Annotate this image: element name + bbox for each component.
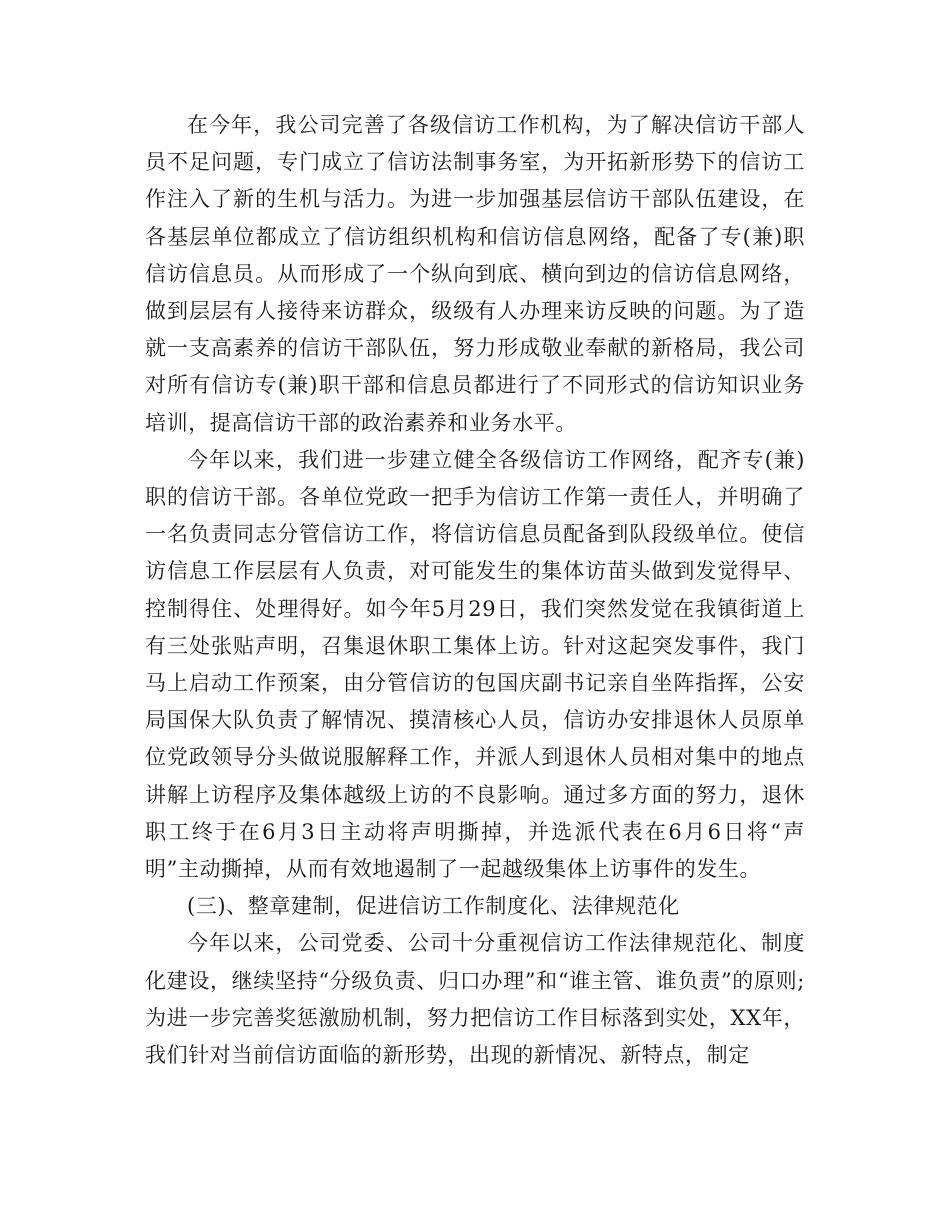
- paragraph-2: 今年以来，我们进一步建立健全各级信访工作网络，配齐专(兼)职的信访干部。各单位党政一把手为信访工作第一责任人，并明确了一名负责同志分管信访工作，将信访信息员配备到队段级单位。使信访信息工作层层有人负责，对可能发生的集体访苗头做到发觉得早、控制得住、处理得好。如今年5月29日，我们突然发觉在我镇街道上有三处张贴声明，召集退休职工集体上访。针对这起突发事件，我门马上启动工作预案，由分管信访的包国庆副书记亲自坐阵指挥，公安局国保大队负责了解情况、摸清核心人员，信访办安排退休人员原单位党政领导分头做说服解释工作，并派人到退休人员相对集中的地点讲解上访程序及集体越级上访的不良影响。通过多方面的努力，退休职工终于在6月3日主动将声明撕掉，并选派代表在6月6日将“声明”主动撕掉，从而有效地遏制了一起越级集体上访事件的发生。: [145, 447, 805, 882]
- paragraph-1: 在今年，我公司完善了各级信访工作机构，为了解决信访干部人员不足问题，专门成立了信访法制事务室，为开拓新形势下的信访工作注入了新的生机与活力。为进一步加强基层信访干部队伍建设，在各基层单位都成立了信访组织机构和信访信息网络，配备了专(兼)职信访信息员。从而形成了一个纵向到底、横向到边的信访信息网络，做到层层有人接待来访群众，级级有人办理来访反映的问题。为了造就一支高素养的信访干部队伍，努力形成敬业奉献的新格局，我公司对所有信访专(兼)职干部和信息员都进行了不同形式的信访知识业务培训，提高信访干部的政治素养和业务水平。: [145, 113, 805, 435]
- section-heading: (三)、整章建制，促进信访工作制度化、法律规范化: [187, 894, 680, 919]
- paragraph-3: 今年以来，公司党委、公司十分重视信访工作法律规范化、制度化建设，继续坚持“分级负责、归口办理”和“谁主管、谁负责”的原则;为进一步完善奖惩激励机制，努力把信访工作目标落到实处，XX年，我们针对当前信访面临的新形势，出现的新情况、新特点，制定: [145, 931, 805, 1068]
- document-body: [145, 107, 805, 1074]
